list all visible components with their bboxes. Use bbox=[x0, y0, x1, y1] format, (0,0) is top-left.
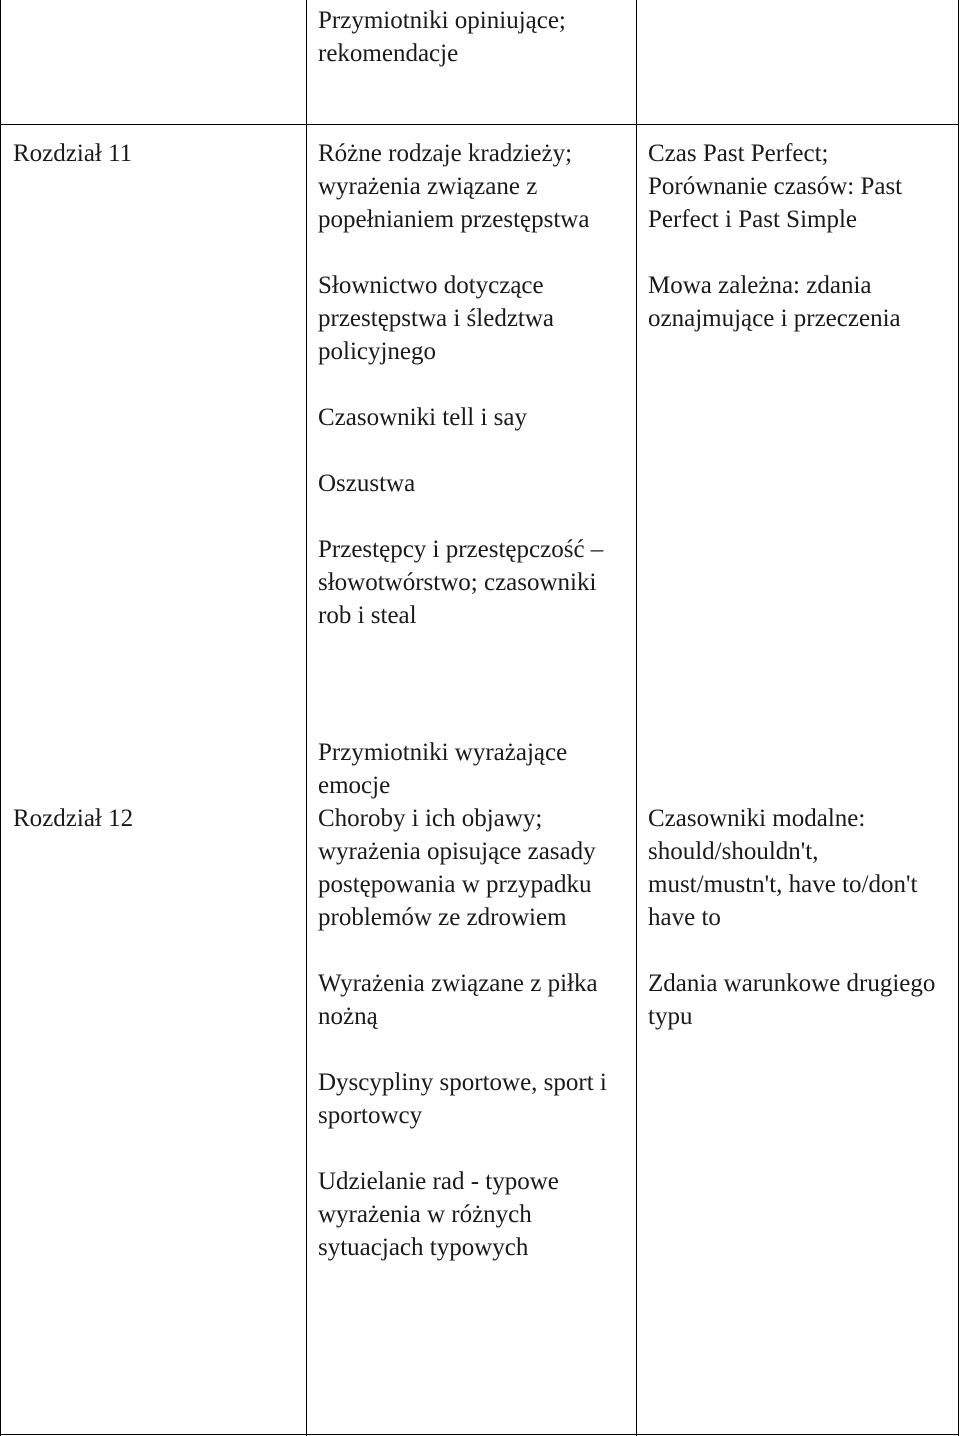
chapter12-vocab-cell bbox=[318, 802, 634, 1264]
chapter11-label: Rozdział 11 bbox=[13, 140, 133, 167]
chapter11-grammar-item: Mowa zależna: zdania oznajmujące i przeczenia bbox=[648, 272, 901, 332]
table-border-bottom bbox=[0, 1434, 959, 1435]
chapter11-vocab-item: Różne rodzaje kradzieży; wyrażenia związane z popełnianiem przestępstwa bbox=[318, 140, 590, 233]
chapter12-label: Rozdział 12 bbox=[13, 805, 134, 832]
table-divider-col2 bbox=[636, 0, 637, 1436]
top-row-vocab-cell bbox=[318, 4, 634, 70]
chapter12-vocab-item: Choroby i ich objawy; wyrażenia opisujące zasady postępowania w przypadku problemów ze zdrowiem bbox=[318, 805, 596, 931]
chapter11-grammar-item: Czas Past Perfect; Porównanie czasów: Past Perfect i Past Simple bbox=[648, 140, 903, 233]
chapter11-vocab-item: Przestępcy i przestępczość – słowotwórstwo; czasowniki rob i steal bbox=[318, 536, 604, 629]
chapter12-vocab-item: Udzielanie rad - typowe wyrażenia w różnych sytuacjach typowych bbox=[318, 1168, 559, 1261]
table-border-right bbox=[958, 0, 959, 1436]
table-divider-col1 bbox=[306, 0, 307, 1436]
chapter11-vocab-cell bbox=[318, 137, 634, 632]
chapter12-vocab-item: Dyscypliny sportowe, sport i sportowcy bbox=[318, 1069, 607, 1129]
chapter11-vocab-item: Słownictwo dotyczące przestępstwa i śledztwa policyjnego bbox=[318, 272, 555, 365]
chapter11-vocab-item: Oszustwa bbox=[318, 470, 416, 497]
table-row-divider bbox=[0, 124, 959, 125]
chapter12-vocab-item: Wyrażenia związane z piłka nożną bbox=[318, 970, 598, 1030]
chapter11-vocab-item: Czasowniki tell i say bbox=[318, 404, 527, 431]
chapter12-vocab-top: Przymiotniki wyrażające emocje bbox=[318, 739, 568, 799]
chapter12-grammar-item: Czasowniki modalne: should/shouldn't, must/mustn't, have to/don't have to bbox=[648, 805, 918, 931]
chapter12-grammar-item: Zdania warunkowe drugiego typu bbox=[648, 970, 936, 1030]
top-row-vocab-text: Przymiotniki opiniujące; rekomendacje bbox=[318, 7, 566, 67]
table-border-left bbox=[0, 0, 1, 1436]
chapter11-grammar-cell bbox=[648, 137, 953, 335]
chapter12-grammar-cell bbox=[648, 802, 953, 1033]
